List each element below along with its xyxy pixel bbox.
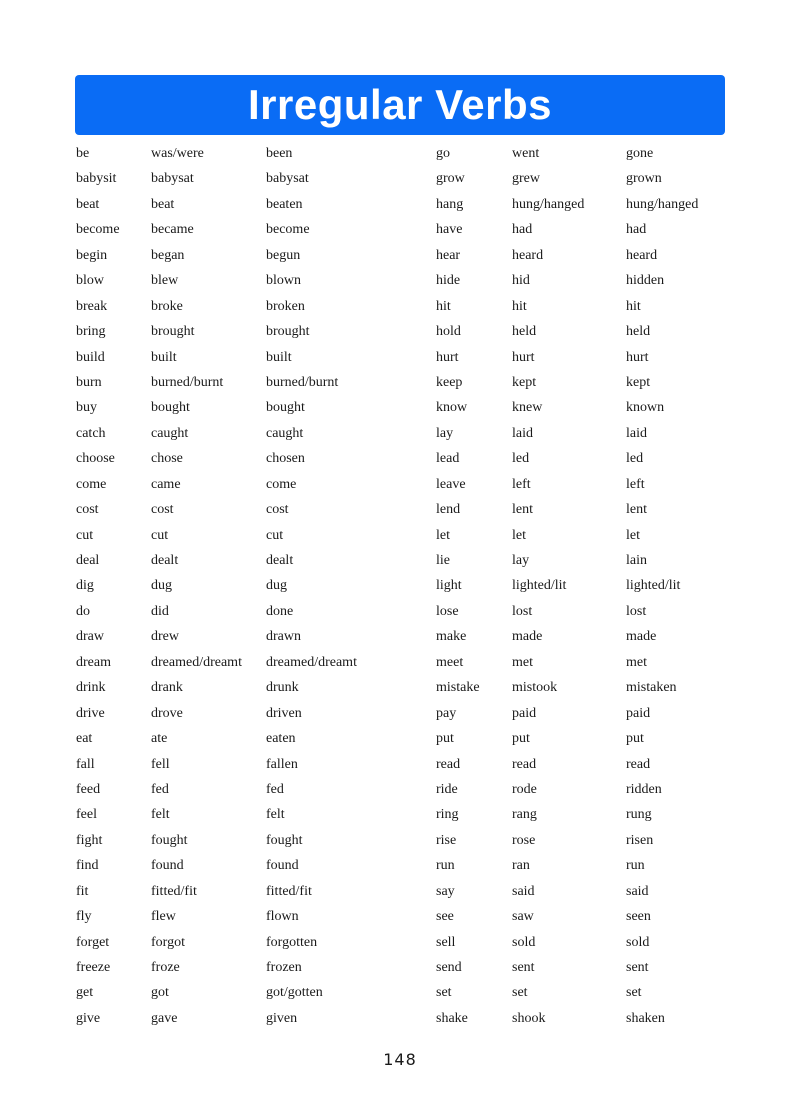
verb-row bbox=[76, 446, 726, 471]
verb-cell: shook bbox=[512, 1010, 546, 1026]
verb-cell: babysat bbox=[266, 171, 309, 187]
verb-row bbox=[76, 930, 726, 955]
verb-cell: forget bbox=[76, 934, 110, 950]
verb-cell: found bbox=[266, 858, 299, 874]
verb-cell: dig bbox=[76, 578, 94, 594]
verb-row bbox=[76, 217, 726, 242]
verb-cell: drink bbox=[76, 680, 106, 696]
verb-cell: drunk bbox=[266, 680, 299, 696]
verb-row bbox=[76, 904, 726, 929]
verb-cell: came bbox=[151, 476, 181, 492]
verb-cell: been bbox=[266, 146, 293, 161]
verb-cell: shake bbox=[436, 1010, 468, 1026]
verb-cell: flown bbox=[266, 909, 299, 925]
verb-cell: seen bbox=[626, 909, 651, 925]
verb-cell: pay bbox=[436, 705, 457, 721]
verb-cell: knew bbox=[512, 400, 543, 416]
verb-cell: laid bbox=[512, 425, 533, 441]
verb-cell: began bbox=[151, 247, 185, 263]
verb-row bbox=[76, 599, 726, 624]
verb-cell: bought bbox=[151, 400, 190, 416]
verb-cell: eaten bbox=[266, 731, 296, 747]
verb-cell: found bbox=[151, 858, 184, 874]
verb-cell: deal bbox=[76, 553, 100, 568]
verb-cell: forgot bbox=[151, 934, 185, 950]
verb-cell: see bbox=[436, 909, 454, 925]
verb-cell: fed bbox=[266, 781, 284, 797]
verb-cell: lose bbox=[436, 603, 459, 619]
verb-cell: lent bbox=[626, 502, 647, 518]
verb-cell: rung bbox=[626, 807, 652, 823]
title-banner bbox=[75, 75, 725, 135]
verb-cell: had bbox=[626, 222, 647, 238]
verb-row bbox=[76, 243, 726, 268]
verb-cell: kept bbox=[512, 374, 537, 390]
verb-cell: froze bbox=[151, 960, 180, 975]
verb-row bbox=[76, 777, 726, 802]
verb-cell: drew bbox=[151, 629, 179, 645]
verb-cell: ran bbox=[512, 858, 530, 874]
verb-cell: cost bbox=[76, 502, 99, 518]
verb-cell: hid bbox=[512, 273, 530, 289]
verb-cell: hang bbox=[436, 196, 464, 212]
verb-cell: beat bbox=[76, 196, 100, 212]
verb-cell: fell bbox=[151, 756, 170, 772]
verb-cell: drive bbox=[76, 705, 105, 721]
verb-cell: fit bbox=[76, 883, 89, 899]
verb-cell: drank bbox=[151, 680, 183, 696]
verb-cell: made bbox=[626, 629, 657, 645]
verb-cell: blew bbox=[151, 273, 179, 289]
verb-cell: burned/burnt bbox=[266, 374, 339, 390]
verb-cell: cut bbox=[76, 527, 94, 543]
verb-cell: drawn bbox=[266, 629, 301, 645]
verb-cell: hurt bbox=[512, 349, 535, 365]
verb-cell: left bbox=[512, 476, 531, 492]
verb-cell: ridden bbox=[626, 781, 662, 797]
verb-cell: lighted/lit bbox=[626, 578, 681, 594]
verb-cell: become bbox=[76, 222, 120, 238]
verb-cell: know bbox=[436, 400, 468, 416]
verb-cell: let bbox=[626, 527, 640, 543]
verb-cell: broke bbox=[151, 298, 183, 314]
verb-cell: rise bbox=[436, 832, 457, 848]
verb-cell: drove bbox=[151, 705, 183, 721]
verb-row bbox=[76, 955, 726, 980]
verb-cell: said bbox=[626, 883, 649, 899]
verb-cell: fly bbox=[76, 909, 92, 925]
verb-cell: held bbox=[626, 324, 651, 340]
page-title: Irregular Verbs bbox=[248, 81, 552, 128]
verb-cell: ate bbox=[151, 731, 168, 747]
verb-cell: read bbox=[626, 756, 651, 772]
verb-cell: babysit bbox=[76, 171, 117, 187]
verb-cell: frozen bbox=[266, 960, 302, 975]
verb-cell: hide bbox=[436, 273, 461, 289]
verb-cell: lighted/lit bbox=[512, 578, 567, 594]
verb-row bbox=[76, 421, 726, 446]
verb-cell: cost bbox=[151, 502, 174, 518]
verb-cell: lent bbox=[512, 502, 533, 518]
verb-cell: send bbox=[436, 960, 462, 975]
verb-cell: choose bbox=[76, 451, 115, 467]
verb-cell: fought bbox=[266, 832, 303, 848]
verb-cell: eat bbox=[76, 731, 93, 747]
verb-cell: made bbox=[512, 629, 543, 645]
verb-row bbox=[76, 497, 726, 522]
verb-cell: break bbox=[76, 298, 108, 314]
verb-cell: hung/hanged bbox=[626, 196, 699, 212]
verb-cell: have bbox=[436, 222, 463, 238]
verb-row bbox=[76, 853, 726, 878]
verb-cell: dreamed/dreamt bbox=[151, 654, 242, 670]
page-number: 148 bbox=[383, 1050, 417, 1069]
verb-row bbox=[76, 141, 726, 166]
verb-cell: let bbox=[512, 527, 526, 543]
verb-cell: caught bbox=[151, 425, 189, 441]
verb-cell: lend bbox=[436, 502, 461, 518]
verb-cell: dug bbox=[266, 578, 287, 594]
verb-cell: felt bbox=[266, 807, 285, 823]
verb-cell: cut bbox=[266, 527, 284, 543]
verb-cell: lost bbox=[626, 603, 647, 619]
verb-cell: dug bbox=[151, 578, 172, 594]
verb-cell: hidden bbox=[626, 273, 665, 289]
verb-row bbox=[76, 802, 726, 827]
verb-cell: hit bbox=[626, 298, 641, 314]
verb-cell: shaken bbox=[626, 1010, 665, 1026]
verb-cell: laid bbox=[626, 425, 647, 441]
verb-cell: let bbox=[436, 527, 450, 543]
verb-cell: make bbox=[436, 629, 467, 645]
verb-cell: buy bbox=[76, 400, 97, 416]
verb-cell: paid bbox=[626, 705, 651, 721]
verb-cell: be bbox=[76, 146, 90, 161]
verb-row bbox=[76, 650, 726, 675]
verb-cell: go bbox=[436, 146, 450, 161]
verb-cell: given bbox=[266, 1010, 298, 1026]
verb-cell: put bbox=[626, 731, 644, 747]
verb-cell: set bbox=[512, 985, 528, 1001]
verb-cell: burned/burnt bbox=[151, 374, 224, 390]
verb-cell: run bbox=[436, 858, 455, 874]
verb-cell: bought bbox=[266, 400, 305, 416]
verb-row bbox=[76, 828, 726, 853]
verb-cell: led bbox=[626, 451, 644, 467]
verb-cell: read bbox=[512, 756, 537, 772]
verb-cell: cost bbox=[266, 502, 289, 518]
verb-cell: put bbox=[436, 731, 454, 747]
verb-cell: sold bbox=[626, 934, 650, 950]
verb-table bbox=[76, 141, 726, 1031]
verb-cell: feel bbox=[76, 807, 97, 823]
verb-cell: forgotten bbox=[266, 934, 318, 950]
verb-cell: blow bbox=[76, 273, 104, 289]
verb-cell: heard bbox=[626, 247, 658, 263]
verb-cell: draw bbox=[76, 629, 104, 645]
verb-cell: dreamed/dreamt bbox=[266, 654, 357, 670]
verb-cell: lay bbox=[512, 553, 530, 568]
verb-cell: set bbox=[626, 985, 642, 1001]
verb-row bbox=[76, 523, 726, 548]
verb-cell: sell bbox=[436, 934, 456, 950]
verb-cell: paid bbox=[512, 705, 537, 721]
verb-cell: burn bbox=[76, 374, 102, 390]
verb-cell: saw bbox=[512, 909, 534, 925]
verb-cell: met bbox=[512, 654, 533, 670]
verb-cell: get bbox=[76, 985, 94, 1001]
verb-cell: begun bbox=[266, 247, 301, 263]
verb-row bbox=[76, 370, 726, 395]
verb-cell: brought bbox=[151, 324, 195, 340]
verb-cell: did bbox=[151, 603, 169, 619]
verb-cell: hurt bbox=[626, 349, 649, 365]
verb-cell: hear bbox=[436, 247, 461, 263]
verb-cell: done bbox=[266, 603, 294, 619]
verb-cell: gave bbox=[151, 1010, 178, 1026]
verb-cell: mistake bbox=[436, 680, 480, 696]
verb-cell: cut bbox=[151, 527, 169, 543]
verb-row bbox=[76, 879, 726, 904]
verb-cell: sold bbox=[512, 934, 536, 950]
verb-cell: got bbox=[151, 985, 169, 1001]
verb-cell: build bbox=[76, 349, 105, 365]
verb-cell: fitted/fit bbox=[151, 883, 197, 899]
verb-cell: left bbox=[626, 476, 645, 492]
verb-cell: find bbox=[76, 858, 99, 874]
verb-cell: do bbox=[76, 603, 90, 619]
verb-cell: hung/hanged bbox=[512, 196, 585, 212]
verb-cell: come bbox=[266, 476, 297, 492]
verb-cell: bring bbox=[76, 324, 106, 340]
verb-cell: light bbox=[436, 578, 462, 594]
verb-cell: hold bbox=[436, 324, 461, 340]
verb-row bbox=[76, 548, 726, 573]
verb-cell: beat bbox=[151, 196, 175, 212]
verb-cell: chose bbox=[151, 451, 183, 467]
verb-cell: caught bbox=[266, 425, 304, 441]
verb-cell: lain bbox=[626, 553, 647, 568]
verb-cell: lie bbox=[436, 553, 450, 568]
verb-cell: gone bbox=[626, 146, 654, 161]
verb-cell: fall bbox=[76, 756, 95, 772]
verb-cell: went bbox=[512, 146, 540, 161]
verb-cell: rang bbox=[512, 807, 537, 823]
verb-cell: risen bbox=[626, 832, 654, 848]
verb-cell: brought bbox=[266, 324, 310, 340]
verb-cell: sent bbox=[512, 960, 535, 975]
verb-cell: set bbox=[436, 985, 452, 1001]
verb-row bbox=[76, 345, 726, 370]
verb-row bbox=[76, 980, 726, 1005]
verb-cell: became bbox=[151, 222, 194, 238]
verb-row bbox=[76, 701, 726, 726]
verb-row bbox=[76, 752, 726, 777]
verb-cell: fed bbox=[151, 781, 169, 797]
verb-cell: built bbox=[266, 349, 292, 365]
verb-cell: fight bbox=[76, 832, 103, 848]
verb-cell: meet bbox=[436, 654, 464, 670]
verb-cell: felt bbox=[151, 807, 170, 823]
verb-row bbox=[76, 624, 726, 649]
verb-row bbox=[76, 192, 726, 217]
verb-cell: sent bbox=[626, 960, 649, 975]
verb-cell: feed bbox=[76, 781, 101, 797]
verb-cell: rose bbox=[512, 832, 536, 848]
verb-cell: fallen bbox=[266, 756, 298, 772]
verb-row bbox=[76, 726, 726, 751]
verb-cell: begin bbox=[76, 247, 108, 263]
verb-cell: driven bbox=[266, 705, 302, 721]
verb-cell: was/were bbox=[151, 146, 204, 161]
verb-cell: grow bbox=[436, 171, 465, 187]
verb-cell: dream bbox=[76, 654, 111, 670]
verb-cell: beaten bbox=[266, 196, 303, 212]
verb-cell: come bbox=[76, 476, 107, 492]
verb-cell: babysat bbox=[151, 171, 194, 187]
verb-cell: fought bbox=[151, 832, 188, 848]
verb-row bbox=[76, 675, 726, 700]
verb-row bbox=[76, 573, 726, 598]
verb-cell: catch bbox=[76, 425, 106, 441]
verb-cell: said bbox=[512, 883, 535, 899]
verb-cell: freeze bbox=[76, 960, 111, 975]
verb-row bbox=[76, 472, 726, 497]
verb-cell: got/gotten bbox=[266, 985, 323, 1001]
verb-cell: mistaken bbox=[626, 680, 677, 696]
verb-cell: built bbox=[151, 349, 177, 365]
verb-cell: grown bbox=[626, 171, 662, 187]
verb-cell: read bbox=[436, 756, 461, 772]
verb-cell: grew bbox=[512, 171, 540, 187]
verb-cell: had bbox=[512, 222, 533, 238]
verb-cell: run bbox=[626, 858, 645, 874]
verb-cell: put bbox=[512, 731, 530, 747]
verb-cell: held bbox=[512, 324, 537, 340]
verb-cell: rode bbox=[512, 781, 537, 797]
verb-cell: hit bbox=[436, 298, 451, 314]
verb-cell: met bbox=[626, 654, 647, 670]
verb-cell: known bbox=[626, 400, 665, 416]
verb-cell: mistook bbox=[512, 680, 558, 696]
verb-cell: led bbox=[512, 451, 530, 467]
verb-cell: lost bbox=[512, 603, 533, 619]
verb-row bbox=[76, 1006, 726, 1031]
verb-cell: lay bbox=[436, 425, 454, 441]
verb-cell: lead bbox=[436, 451, 460, 467]
verb-cell: hurt bbox=[436, 349, 459, 365]
verb-cell: keep bbox=[436, 374, 463, 390]
verb-cell: flew bbox=[151, 909, 176, 925]
verb-cell: kept bbox=[626, 374, 651, 390]
verb-cell: fitted/fit bbox=[266, 883, 312, 899]
verb-row bbox=[76, 294, 726, 319]
verb-cell: hit bbox=[512, 298, 527, 314]
verb-cell: chosen bbox=[266, 451, 305, 467]
verb-row bbox=[76, 166, 726, 191]
verb-cell: blown bbox=[266, 273, 301, 289]
verb-cell: leave bbox=[436, 476, 466, 492]
verb-cell: broken bbox=[266, 298, 305, 314]
verb-row bbox=[76, 268, 726, 293]
verb-cell: become bbox=[266, 222, 310, 238]
verb-cell: heard bbox=[512, 247, 544, 263]
verb-row bbox=[76, 395, 726, 420]
verb-cell: dealt bbox=[151, 553, 179, 568]
verb-cell: ride bbox=[436, 781, 458, 797]
verb-cell: say bbox=[436, 883, 455, 899]
verb-row bbox=[76, 319, 726, 344]
verb-cell: ring bbox=[436, 807, 459, 823]
verb-cell: dealt bbox=[266, 553, 294, 568]
verb-cell: give bbox=[76, 1010, 101, 1026]
